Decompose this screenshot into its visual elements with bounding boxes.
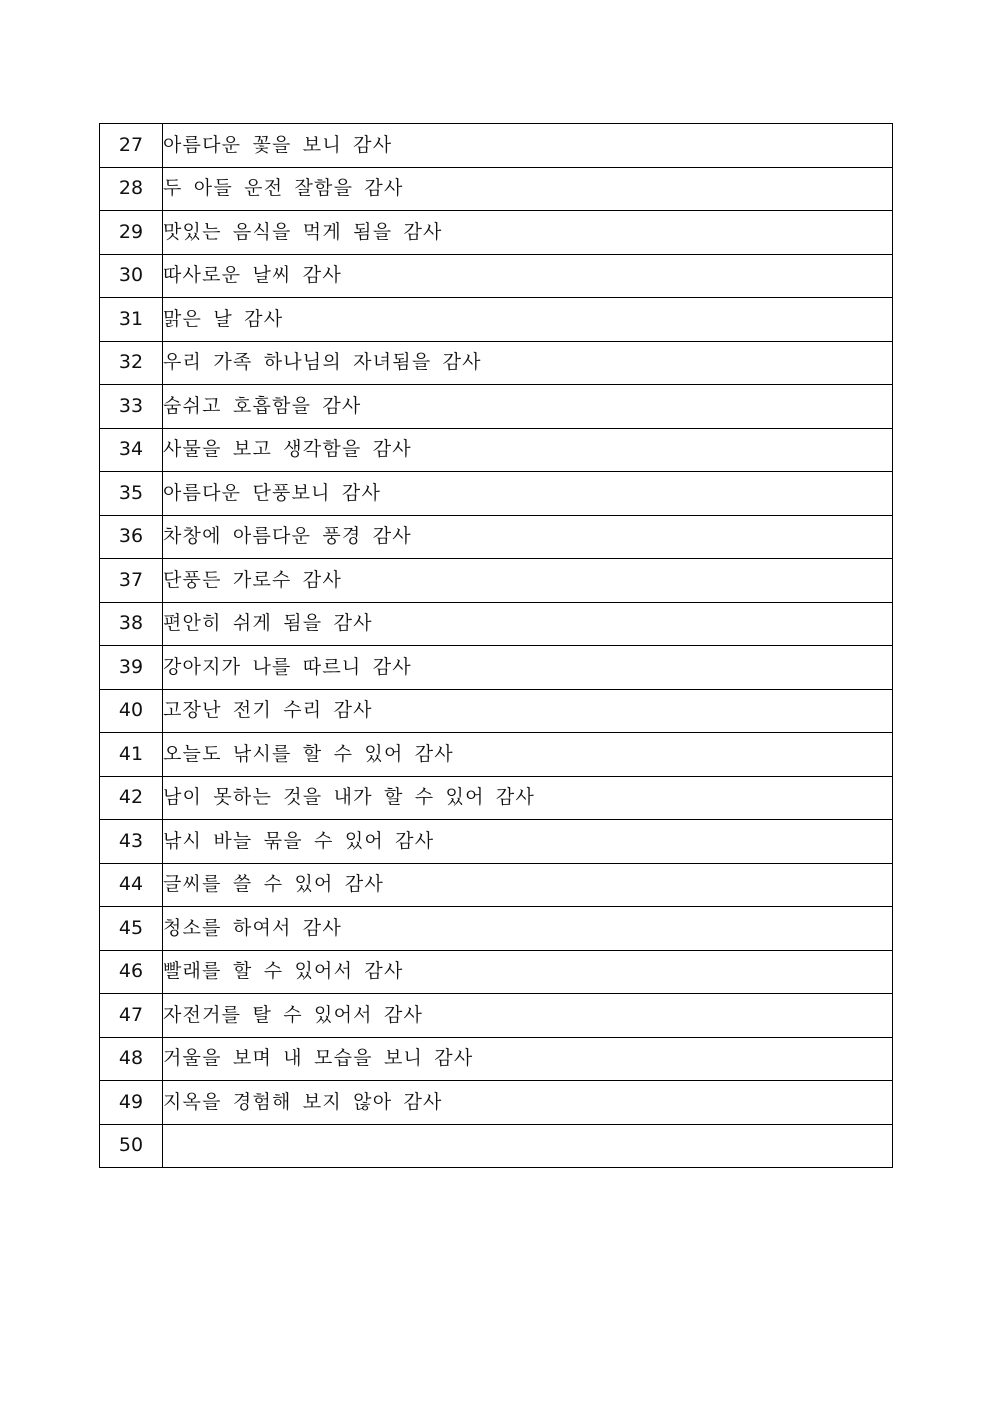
row-text <box>163 1124 893 1168</box>
row-text: 아름다운 단풍보니 감사 <box>163 472 893 516</box>
row-text: 맑은 날 감사 <box>163 298 893 342</box>
row-number: 34 <box>100 428 163 472</box>
row-number: 32 <box>100 341 163 385</box>
table-row <box>100 428 893 472</box>
table-row <box>100 1037 893 1081</box>
table-row <box>100 776 893 820</box>
row-text: 거울을 보며 내 모습을 보니 감사 <box>163 1037 893 1081</box>
row-number: 30 <box>100 254 163 298</box>
row-number: 27 <box>100 124 163 168</box>
row-number: 29 <box>100 211 163 255</box>
row-number: 50 <box>100 1124 163 1168</box>
row-number: 38 <box>100 602 163 646</box>
row-text: 강아지가 나를 따르니 감사 <box>163 646 893 690</box>
row-text: 지옥을 경험해 보지 않아 감사 <box>163 1081 893 1125</box>
table-row <box>100 602 893 646</box>
row-number: 43 <box>100 820 163 864</box>
row-number: 35 <box>100 472 163 516</box>
table-row <box>100 515 893 559</box>
row-text: 낚시 바늘 묶을 수 있어 감사 <box>163 820 893 864</box>
gratitude-list-table <box>99 123 893 1168</box>
row-number: 40 <box>100 689 163 733</box>
row-text: 아름다운 꽃을 보니 감사 <box>163 124 893 168</box>
table-row <box>100 211 893 255</box>
gratitude-list-body <box>100 124 893 1168</box>
row-number: 36 <box>100 515 163 559</box>
table-row <box>100 559 893 603</box>
row-number: 45 <box>100 907 163 951</box>
table-row <box>100 124 893 168</box>
row-text: 오늘도 낚시를 할 수 있어 감사 <box>163 733 893 777</box>
table-row <box>100 646 893 690</box>
row-number: 46 <box>100 950 163 994</box>
row-text: 두 아들 운전 잘함을 감사 <box>163 167 893 211</box>
row-text: 우리 가족 하나님의 자녀됨을 감사 <box>163 341 893 385</box>
row-number: 37 <box>100 559 163 603</box>
row-text: 남이 못하는 것을 내가 할 수 있어 감사 <box>163 776 893 820</box>
table-row <box>100 907 893 951</box>
table-row <box>100 820 893 864</box>
row-text: 사물을 보고 생각함을 감사 <box>163 428 893 472</box>
row-text: 글씨를 쓸 수 있어 감사 <box>163 863 893 907</box>
row-number: 39 <box>100 646 163 690</box>
row-number: 41 <box>100 733 163 777</box>
row-number: 33 <box>100 385 163 429</box>
row-text: 청소를 하여서 감사 <box>163 907 893 951</box>
row-number: 31 <box>100 298 163 342</box>
row-text: 빨래를 할 수 있어서 감사 <box>163 950 893 994</box>
table-row <box>100 385 893 429</box>
table-row <box>100 341 893 385</box>
table-row <box>100 298 893 342</box>
row-text: 맛있는 음식을 먹게 됨을 감사 <box>163 211 893 255</box>
table-row <box>100 472 893 516</box>
row-number: 44 <box>100 863 163 907</box>
table-row <box>100 689 893 733</box>
table-row <box>100 1124 893 1168</box>
row-text: 고장난 전기 수리 감사 <box>163 689 893 733</box>
table-row <box>100 994 893 1038</box>
row-number: 42 <box>100 776 163 820</box>
row-text: 자전거를 탈 수 있어서 감사 <box>163 994 893 1038</box>
row-text: 편안히 쉬게 됨을 감사 <box>163 602 893 646</box>
table-row <box>100 1081 893 1125</box>
table-row <box>100 254 893 298</box>
row-text: 숨쉬고 호흡함을 감사 <box>163 385 893 429</box>
table-row <box>100 733 893 777</box>
row-number: 48 <box>100 1037 163 1081</box>
table-row <box>100 167 893 211</box>
row-text: 따사로운 날씨 감사 <box>163 254 893 298</box>
row-text: 차창에 아름다운 풍경 감사 <box>163 515 893 559</box>
table-row <box>100 863 893 907</box>
row-number: 49 <box>100 1081 163 1125</box>
row-text: 단풍든 가로수 감사 <box>163 559 893 603</box>
table-row <box>100 950 893 994</box>
row-number: 28 <box>100 167 163 211</box>
row-number: 47 <box>100 994 163 1038</box>
